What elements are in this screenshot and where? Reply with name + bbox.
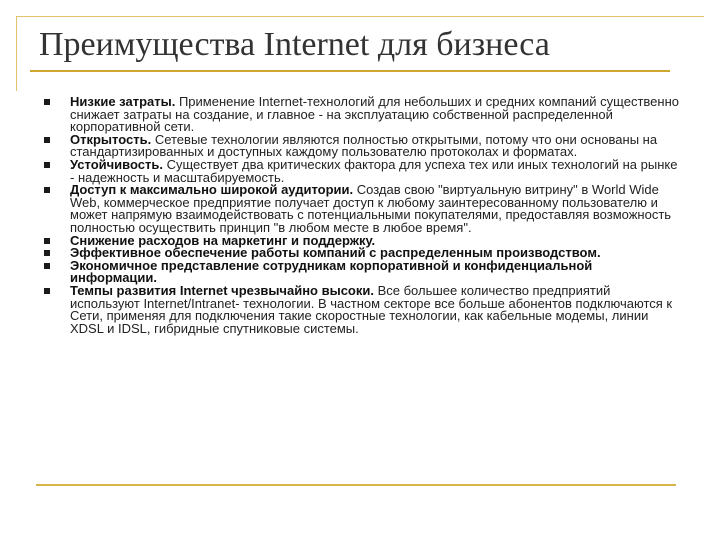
square-bullet-icon xyxy=(44,137,50,143)
square-bullet-icon xyxy=(44,288,50,294)
bullet-list xyxy=(44,96,680,335)
item-heading: Экономичное представление сотрудникам корпоративной и конфиденциальной информации. xyxy=(70,257,593,286)
list-item xyxy=(44,156,680,185)
item-text: Применение Internet-технологий для небольших и средних компаний существенно снижает затраты на создание, и главное - на эксплуатацию собственной распределенной корпоративной сети. xyxy=(70,94,679,135)
list-item xyxy=(44,131,680,160)
item-heading: Темпы развития Internet чрезвычайно высоки. xyxy=(70,282,374,298)
square-bullet-icon xyxy=(44,238,50,244)
square-bullet-icon xyxy=(44,99,50,105)
item-heading: Эффективное обеспечение работы компаний с распределенным производством. xyxy=(70,245,601,261)
square-bullet-icon xyxy=(44,250,50,256)
square-bullet-icon xyxy=(44,162,50,168)
item-text: Все большее количество предприятий используют Internet/Intranet- технологии. В частном секторе все больше абонентов подключаются к Сети, применяя для подключения такие скоростные технологии, как кабельные модемы, линии XDSL и IDSL, гибридные спутниковые системы. xyxy=(70,282,673,336)
item-heading: Низкие затраты. xyxy=(70,94,176,109)
square-bullet-icon xyxy=(44,187,50,193)
footer-rule xyxy=(36,484,676,486)
list-item xyxy=(44,257,680,286)
item-text: Существует два критических фактора для успеха тех или иных технологий на рынке - надежность и масштабируемость. xyxy=(70,156,678,185)
slide-title: Преимущества Internet для бизнеса xyxy=(39,26,550,63)
square-bullet-icon xyxy=(44,263,50,269)
item-heading: Устойчивость. xyxy=(70,156,163,172)
list-item xyxy=(44,96,680,134)
list-item xyxy=(44,282,680,336)
item-heading: Открытость. xyxy=(70,131,152,147)
item-text: Сетевые технологии являются полностью открытыми, потому что они основаны на стандартизированных и доступных каждому пользователю протоколах и форматах. xyxy=(70,131,658,160)
item-heading: Доступ к максимально широкой аудитории. xyxy=(70,182,354,198)
list-item xyxy=(44,184,680,234)
item-text: Создав свою "виртуальную витрину" в World Wide Web, коммерческое предприятие получает доступ к любому заинтересованному пользователю и может напрямую взаимодействовать с потенциальными покупателями, предоставляя возможность полностью осуществить принцип "в любом месте в любое время". xyxy=(70,182,672,235)
item-heading: Снижение расходов на маркетинг и поддержку. xyxy=(70,232,376,248)
title-underline xyxy=(30,70,670,72)
